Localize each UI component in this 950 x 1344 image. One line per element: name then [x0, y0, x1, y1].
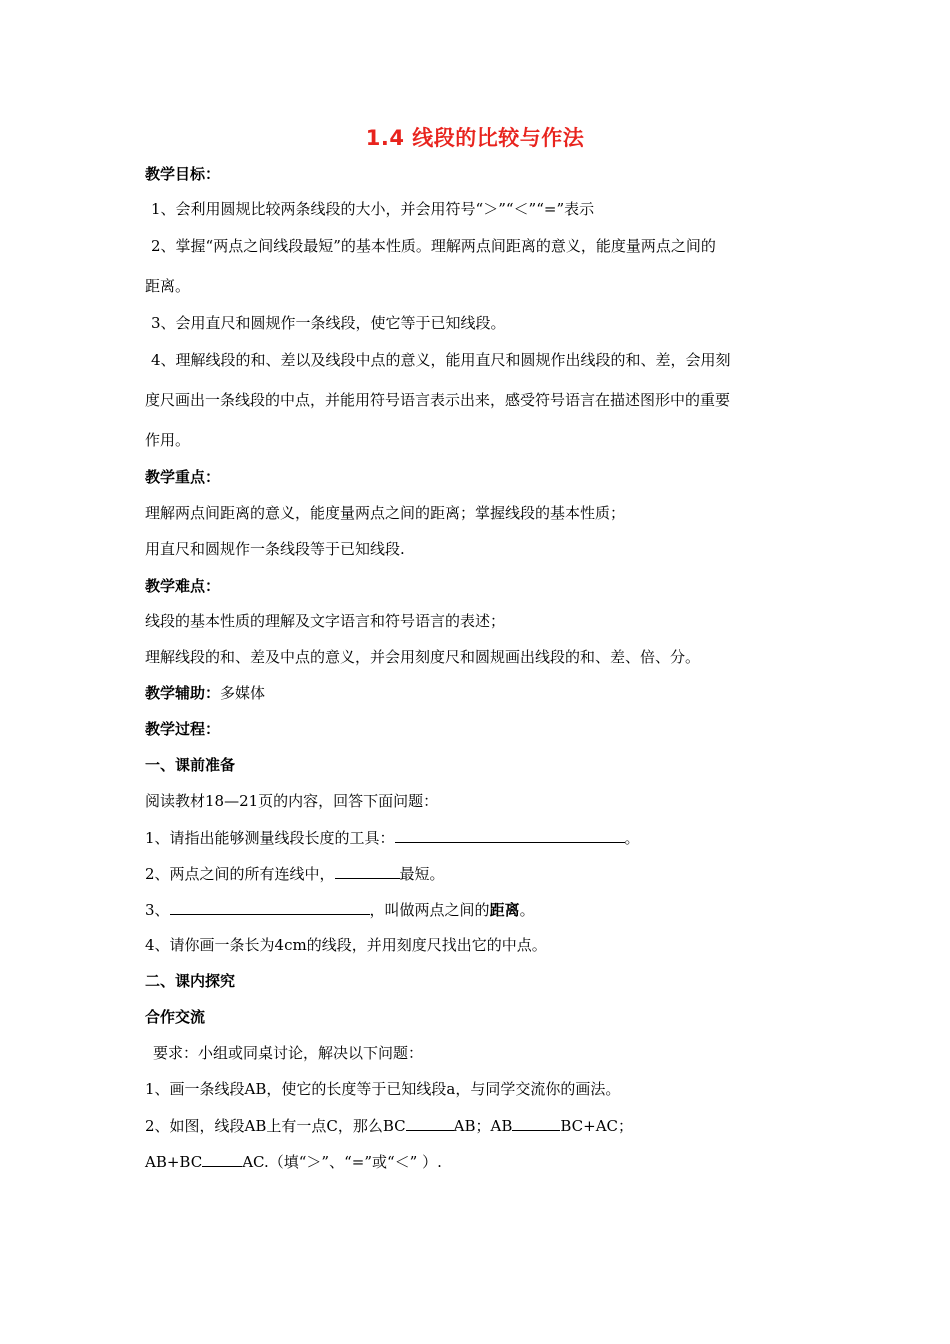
process-heading: 教学过程： — [145, 720, 221, 738]
explore-item-2-cont — [145, 1151, 825, 1172]
difficulty-line-2: 理解线段的和、差及中点的意义，并会用刻度尺和圆规画出线段的和、差、倍、分。 — [145, 648, 701, 666]
explore-e2-b: AB；AB — [453, 1117, 513, 1135]
objective-item-4-cont: 度尺画出一条线段的中点，并能用符号语言表示出来，感受符号语言在描述图形中的重要 — [145, 391, 731, 409]
prep-q3-text: 3、 — [145, 901, 170, 919]
prep-q1-end: 。 — [624, 829, 640, 847]
objective-item-4: 4、理解线段的和、差以及线段中点的意义，能用直尺和圆规作出线段的和、差，会用刻 — [151, 351, 731, 369]
explore-heading: 二、课内探究 — [145, 972, 236, 990]
answer-blank-tools[interactable] — [395, 827, 625, 843]
explore-e2-c: BC+AC； — [560, 1117, 634, 1135]
prep-question-3 — [145, 899, 825, 920]
difficulties-heading: 教学难点： — [145, 577, 221, 595]
prep-intro: 阅读教材18—21页的内容，回答下面问题： — [145, 792, 439, 810]
explore-e3-b: AC.（填“＞”、“=”或“＜” ）. — [242, 1153, 442, 1171]
prep-q1-text: 1、请指出能够测量线段长度的工具： — [145, 829, 395, 847]
objective-item-2-cont: 距离。 — [145, 277, 191, 295]
key-point-line-1: 理解两点间距离的意义，能度量两点之间的距离；掌握线段的基本性质； — [145, 504, 626, 522]
prep-question-2 — [145, 863, 825, 884]
answer-blank-ab-sum[interactable] — [512, 1115, 560, 1131]
key-point-line-2: 用直尺和圆规作一条线段等于已知线段. — [145, 540, 405, 558]
prep-question-1 — [145, 827, 825, 848]
objective-item-1: 1、会利用圆规比较两条线段的大小，并会用符号“＞”“＜”“=”表示 — [151, 200, 595, 218]
objectives-heading: 教学目标： — [145, 165, 221, 183]
prep-q3-mid: ，叫做两点之间的 — [369, 901, 490, 919]
explore-requirement: 要求：小组或同桌讨论，解决以下问题： — [153, 1044, 424, 1062]
prep-question-4: 4、请你画一条长为4cm的线段，并用刻度尺找出它的中点。 — [145, 936, 547, 954]
prep-heading: 一、课前准备 — [145, 756, 236, 774]
aids-heading: 教学辅助： — [145, 684, 221, 702]
explore-subheading: 合作交流 — [145, 1008, 206, 1026]
prep-q3-bold: 距离 — [489, 901, 520, 919]
explore-e2-a: 2、如图，线段AB上有一点C，那么BC — [145, 1117, 406, 1135]
answer-blank-shortest[interactable] — [335, 863, 400, 879]
difficulty-line-1: 线段的基本性质的理解及文字语言和符号语言的表述； — [145, 612, 506, 630]
prep-q3-end: 。 — [519, 901, 535, 919]
aids-line — [145, 683, 825, 703]
explore-item-2 — [145, 1115, 825, 1136]
key-points-heading: 教学重点： — [145, 468, 221, 486]
objective-item-4-end: 作用。 — [145, 431, 191, 449]
objective-item-2: 2、掌握“两点之间线段最短”的基本性质。理解两点间距离的意义，能度量两点之间的 — [151, 237, 716, 255]
answer-blank-bc-ab[interactable] — [406, 1115, 454, 1131]
answer-blank-distance[interactable] — [170, 899, 370, 915]
prep-q2-text: 2、两点之间的所有连线中， — [145, 865, 335, 883]
page-title: 1.4 线段的比较与作法 — [365, 126, 585, 150]
aids-value: 多媒体 — [220, 684, 266, 702]
explore-e3-a: AB+BC — [145, 1153, 203, 1171]
objective-item-3: 3、会用直尺和圆规作一条线段，使它等于已知线段。 — [151, 314, 506, 332]
explore-item-1: 1、画一条线段AB，使它的长度等于已知线段a，与同学交流你的画法。 — [145, 1080, 621, 1098]
answer-blank-sum-ac[interactable] — [202, 1151, 242, 1167]
prep-q2-end: 最短。 — [399, 865, 445, 883]
